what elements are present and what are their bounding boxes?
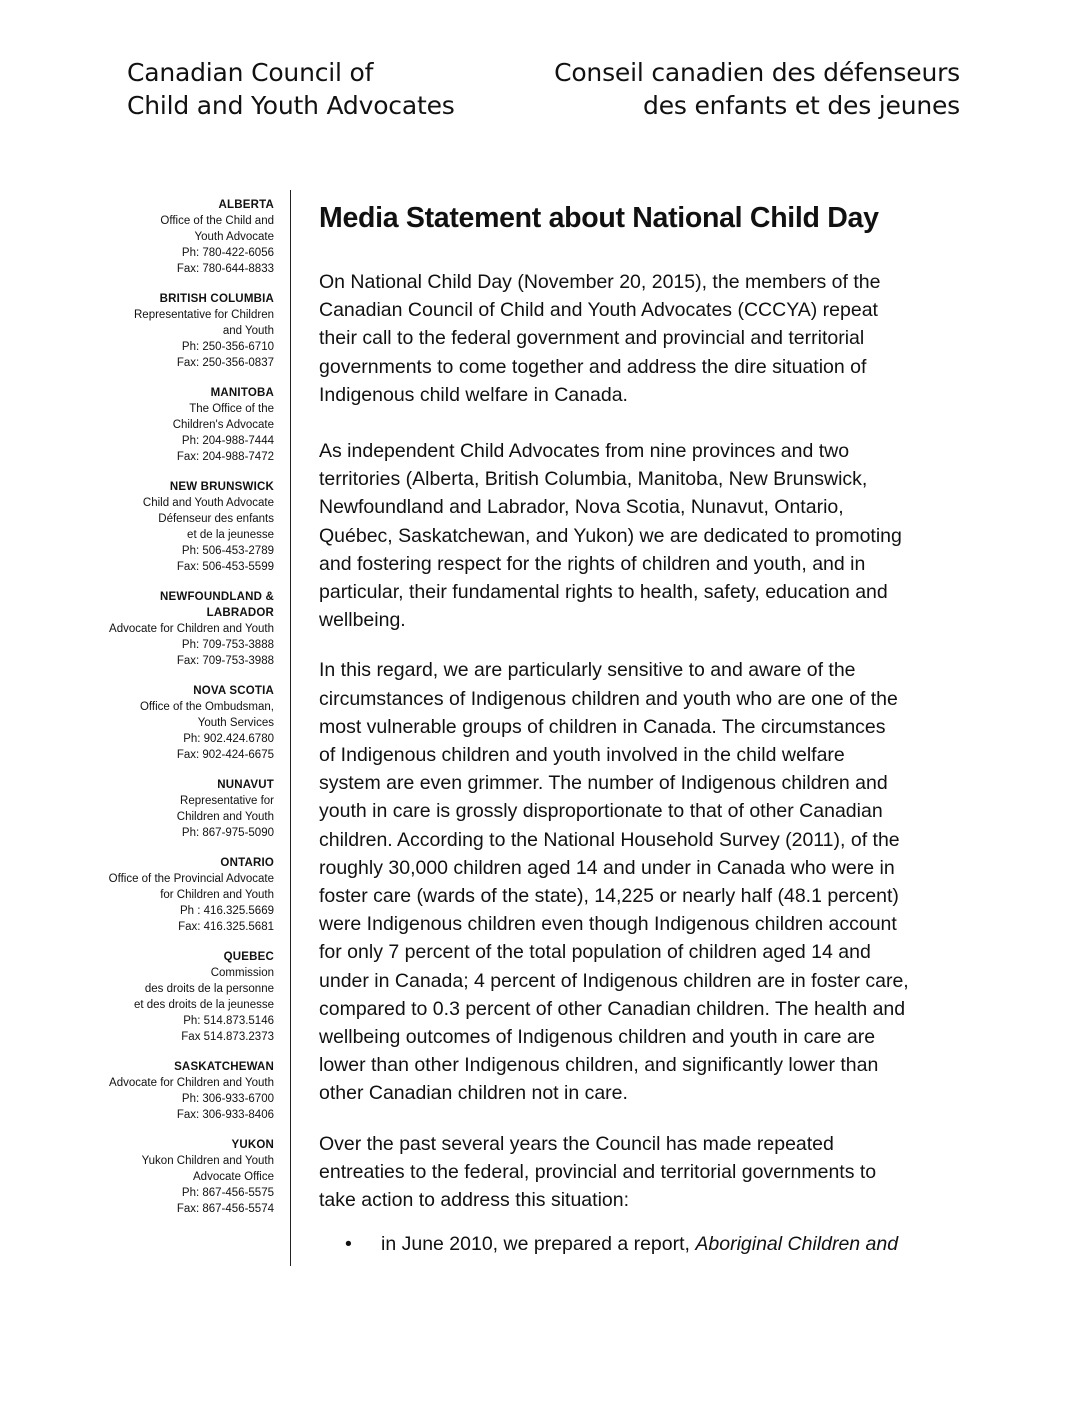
header-right-line-2: des enfants et des jeunes — [643, 91, 960, 120]
text-line: most vulnerable groups of children in Canada. The circumstances — [319, 715, 886, 738]
office-line: Youth Services — [197, 717, 274, 729]
office-new-brunswick — [40, 479, 274, 575]
office-line: Children and Youth — [176, 811, 274, 823]
office-newfoundland-labrador — [40, 589, 274, 669]
office-phone: Ph: 780-422-6056 — [181, 247, 274, 259]
office-fax: Fax: 416.325.5681 — [178, 921, 274, 933]
text-line: of Indigenous children and youth involved in the child welfare — [319, 744, 845, 767]
bullet-report-title: Aboriginal Children and — [695, 1233, 899, 1256]
text-line: entreaties to the federal, provincial and territorial governments to — [319, 1160, 877, 1183]
office-phone: Ph: 250-356-6710 — [181, 341, 274, 353]
office-line: Youth Advocate — [194, 231, 274, 243]
office-fax: Fax: 506-453-5599 — [176, 561, 274, 573]
office-name: SASKATCHEWAN — [174, 1061, 274, 1073]
statement-title: Media Statement about National Child Day — [319, 202, 879, 234]
text-line: were Indigenous children even though Indigenous children account — [319, 913, 897, 936]
office-fax: Fax: 867-456-5574 — [176, 1203, 274, 1215]
header-right-line-1: Conseil canadien des défenseurs — [554, 58, 960, 87]
header-left-line-1: Canadian Council of — [127, 58, 374, 87]
office-fax: Fax: 902-424-6675 — [176, 749, 274, 761]
paragraph-3 — [319, 656, 969, 1107]
office-line: Yukon Children and Youth — [141, 1155, 274, 1167]
office-phone: Ph: 867-456-5575 — [181, 1187, 274, 1199]
office-name-2: LABRADOR — [206, 607, 274, 619]
paragraph-2 — [319, 437, 969, 634]
office-line: et de la jeunesse — [187, 529, 274, 541]
office-fax: Fax: 709-753-3988 — [176, 655, 274, 667]
header-left-line-2: Child and Youth Advocates — [127, 91, 455, 120]
office-saskatchewan — [40, 1059, 274, 1123]
text-line: children. According to the National Household Survey (2011), of the — [319, 828, 900, 851]
office-name: YUKON — [231, 1139, 274, 1151]
office-phone: Ph: 902.424.6780 — [183, 733, 274, 745]
office-name: QUEBEC — [223, 951, 274, 963]
text-line: As independent Child Advocates from nine provinces and two — [319, 440, 850, 463]
advocate-offices-sidebar — [40, 197, 274, 1231]
office-manitoba — [40, 385, 274, 465]
office-name: NEWFOUNDLAND & — [160, 591, 274, 603]
bullet-list — [319, 1230, 969, 1258]
bullet-marker: • — [345, 1233, 352, 1256]
text-line: system are even grimmer. The number of Indigenous children and — [319, 772, 888, 795]
office-phone: Ph: 867-975-5090 — [181, 827, 274, 839]
office-line: Advocate for Children and Youth — [109, 1077, 274, 1089]
text-line: wellbeing outcomes of Indigenous children and youth in care are — [319, 1026, 876, 1049]
text-line: governments to come together and address the dire situation of — [319, 355, 867, 378]
office-name: BRITISH COLUMBIA — [159, 293, 274, 305]
text-line: other Canadian children not in care. — [319, 1082, 628, 1105]
office-british-columbia — [40, 291, 274, 371]
office-line: et des droits de la jeunesse — [133, 999, 274, 1011]
text-line: for only 7 percent of the total population of children aged 14 and — [319, 941, 871, 964]
office-alberta — [40, 197, 274, 277]
office-name: ONTARIO — [220, 857, 274, 869]
office-phone: Ph: 709-753-3888 — [181, 639, 274, 651]
office-line: Office of the Child and — [160, 215, 274, 227]
column-divider — [290, 190, 291, 1266]
office-line: Representative for Children — [134, 309, 274, 321]
text-line: roughly 30,000 children aged 14 and under in Canada who were in — [319, 856, 895, 879]
office-line: Advocate for Children and Youth — [109, 623, 274, 635]
office-phone: Ph: 514.873.5146 — [183, 1015, 274, 1027]
office-name: NEW BRUNSWICK — [169, 481, 274, 493]
office-fax: Fax: 250-356-0837 — [176, 357, 274, 369]
text-line: foster care (wards of the state), 14,225 or nearly half (48.1 percent) — [319, 885, 899, 908]
text-line: Indigenous child welfare in Canada. — [319, 383, 628, 406]
office-fax: Fax: 306-933-8406 — [176, 1109, 274, 1121]
office-phone: Ph: 204-988-7444 — [181, 435, 274, 447]
office-name: NOVA SCOTIA — [193, 685, 274, 697]
office-yukon — [40, 1137, 274, 1217]
text-line: On National Child Day (November 20, 2015), the members of the — [319, 271, 881, 293]
office-phone: Ph: 306-933-6700 — [181, 1093, 274, 1105]
office-nunavut — [40, 777, 274, 841]
office-line: and Youth — [222, 325, 274, 337]
text-line: take action to address this situation: — [319, 1189, 630, 1212]
office-nova-scotia — [40, 683, 274, 763]
office-line: Office of the Provincial Advocate — [108, 873, 274, 885]
council-name-english — [127, 56, 455, 122]
text-line: Québec, Saskatchewan, and Yukon) we are dedicated to promoting — [319, 524, 902, 547]
paragraph-1 — [319, 268, 969, 409]
office-line: Representative for — [180, 795, 274, 807]
office-fax: Fax: 204-988-7472 — [176, 451, 274, 463]
text-line: compared to 0.3 percent of other Canadian children. The health and — [319, 997, 906, 1020]
office-fax: Fax 514.873.2373 — [181, 1031, 274, 1043]
paragraph-4 — [319, 1130, 969, 1215]
text-line: and fostering respect for the rights of children and youth, and in — [319, 552, 866, 575]
text-line: circumstances of Indigenous children and youth who are one of the — [319, 687, 898, 710]
text-line: Canadian Council of Child and Youth Advocates (CCCYA) repeat — [319, 299, 878, 322]
council-name-french — [554, 56, 960, 122]
text-line: Newfoundland and Labrador, Nova Scotia, Nunavut, Ontario, — [319, 496, 844, 519]
text-line: under in Canada; 4 percent of Indigenous children are in foster care, — [319, 969, 909, 992]
office-name: NUNAVUT — [217, 779, 274, 791]
office-phone: Ph : 416.325.5669 — [180, 905, 274, 917]
bullet-item — [319, 1230, 969, 1258]
text-line: Over the past several years the Council has made repeated — [319, 1132, 834, 1155]
text-line: In this regard, we are particularly sensitive to and aware of the — [319, 659, 856, 682]
office-line: Office of the Ombudsman, — [139, 701, 274, 713]
office-line: des droits de la personne — [144, 983, 274, 995]
office-ontario — [40, 855, 274, 935]
text-line: youth in care is grossly disproportionate to that of other Canadian — [319, 800, 883, 823]
office-line: Child and Youth Advocate — [142, 497, 274, 509]
bullet-text: in June 2010, we prepared a report, — [381, 1233, 696, 1256]
office-fax: Fax: 780-644-8833 — [176, 263, 274, 275]
office-quebec — [40, 949, 274, 1045]
office-line: Commission — [210, 967, 274, 979]
text-line: territories (Alberta, British Columbia, Manitoba, New Brunswick, — [319, 468, 868, 491]
text-line: their call to the federal government and provincial and territorial — [319, 327, 865, 350]
text-line: particular, their fundamental rights to health, safety, education and — [319, 581, 888, 604]
office-phone: Ph: 506-453-2789 — [181, 545, 274, 557]
office-line: Défenseur des enfants — [158, 513, 274, 525]
text-line: wellbeing. — [319, 609, 406, 632]
office-name: ALBERTA — [218, 199, 274, 211]
text-line: lower than other Indigenous children, and significantly lower than — [319, 1054, 879, 1077]
statement-body — [319, 198, 969, 1259]
office-name: MANITOBA — [210, 387, 274, 399]
office-line: Children's Advocate — [172, 419, 274, 431]
office-line: The Office of the — [189, 403, 274, 415]
office-line: for Children and Youth — [160, 889, 274, 901]
office-line: Advocate Office — [193, 1171, 274, 1183]
